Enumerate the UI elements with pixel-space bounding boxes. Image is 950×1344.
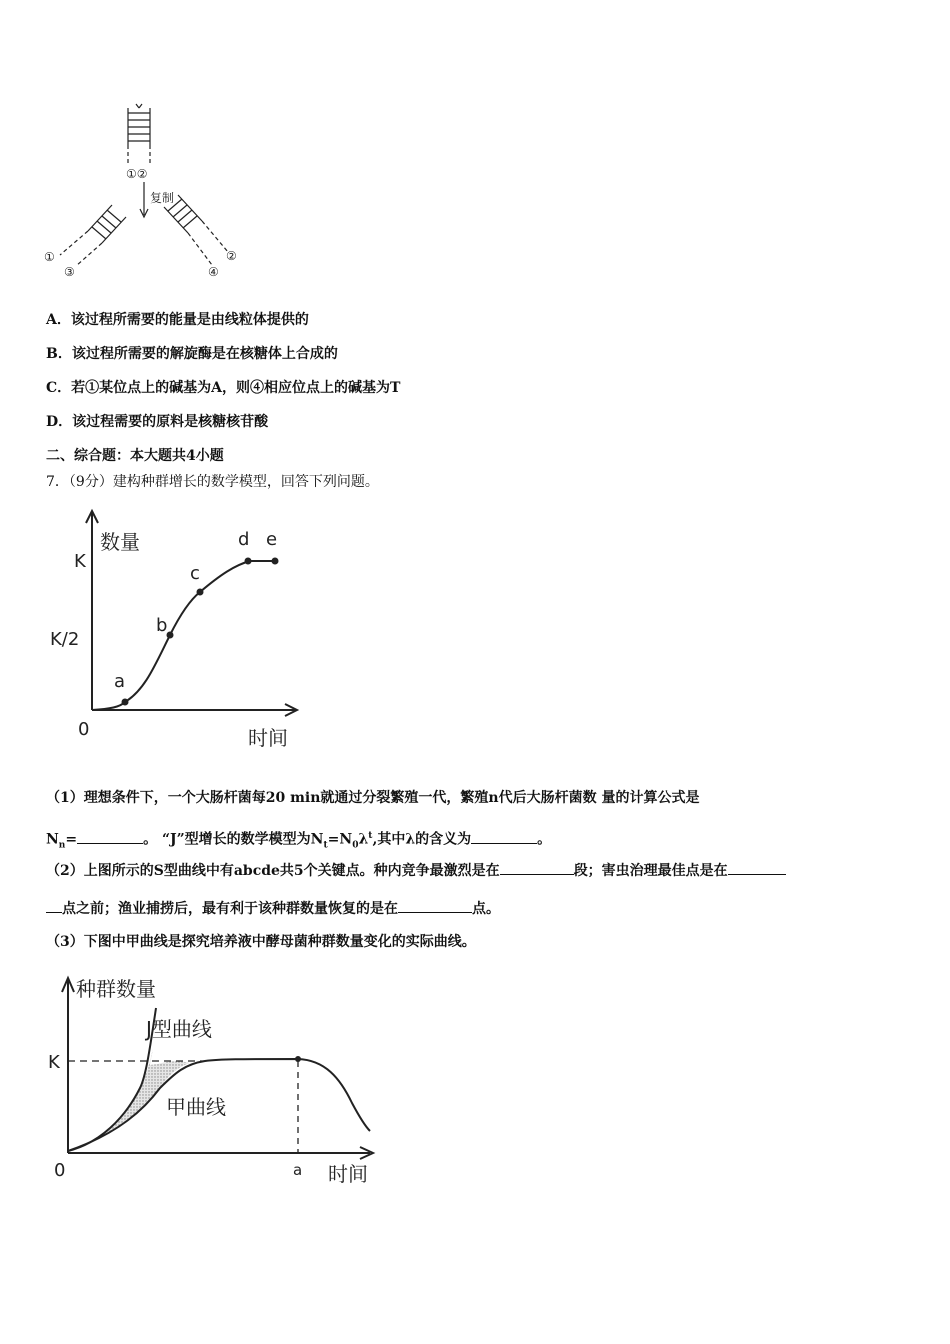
s-point-a <box>122 699 129 706</box>
answer-blank-1[interactable] <box>77 829 143 844</box>
s-point-label-e: e <box>266 529 278 550</box>
s-point-b <box>167 632 174 639</box>
q7-part1-line1: （1）理想条件下，一个大肠杆菌每20 min就通过分裂繁殖一代，繁殖n代后大肠杆菌数 量的计算公式是 <box>46 790 700 806</box>
right-daughter-dna <box>164 195 228 265</box>
answer-blank-2[interactable] <box>471 829 537 844</box>
s-origin: 0 <box>78 719 90 740</box>
s-point-c <box>197 589 204 596</box>
j-xtick-a: a <box>293 1161 303 1179</box>
formula-lambda: λ <box>358 831 369 848</box>
section-heading: 二、综合题：本大题共4小题 <box>46 448 224 464</box>
j-model-text: 。 “J”型增长的数学模型为N <box>143 831 324 848</box>
s-point-d <box>245 558 252 565</box>
question-7-stem: 7．（9分）建构种群增长的数学模型，回答下列问题。 <box>46 474 379 490</box>
option-b: B．该过程所需要的解旋酶是在核糖体上合成的 <box>46 346 338 362</box>
j-xlabel: 时间 <box>328 1162 368 1186</box>
replication-arrow <box>140 182 148 217</box>
formula-sub-t: t <box>323 840 328 851</box>
parent-dna-strand <box>128 104 150 165</box>
label-left-1: ① <box>44 250 55 264</box>
label-left-3: ③ <box>64 265 75 279</box>
q7-part3: （3）下图中甲曲线是探究培养液中酵母菌种群数量变化的实际曲线。 <box>46 934 476 950</box>
s-point-label-d: d <box>238 529 250 550</box>
s-ylabel: 数量 <box>100 530 140 554</box>
q7-part2-line2 <box>46 898 500 919</box>
jia-point-a <box>295 1056 301 1062</box>
s-point-label-b: b <box>156 615 168 636</box>
s-point-label-c: c <box>190 563 200 584</box>
formula-N: N <box>46 831 59 848</box>
label-top-strands: ①② <box>126 167 148 181</box>
label-right-4: ④ <box>208 265 219 279</box>
part2-text-b: 段；害虫治理最佳点是在 <box>573 863 728 879</box>
label-replication: 复制 <box>150 191 175 205</box>
answer-blank-3[interactable] <box>500 860 574 875</box>
answer-blank-5[interactable] <box>398 898 472 913</box>
part2-text-d: 点。 <box>472 901 500 917</box>
option-a: A．该过程所需要的能量是由线粒体提供的 <box>46 312 309 328</box>
dna-replication-figure <box>40 100 250 285</box>
s-curve-chart <box>40 505 310 755</box>
jia-curve-label: 甲曲线 <box>166 1095 226 1119</box>
period-1: 。 <box>537 831 552 848</box>
formula-eq: = <box>65 831 78 848</box>
s-point-label-a: a <box>114 671 126 692</box>
part2-text-a: （2）上图所示的S型曲线中有abcde共5个关键点。种内竞争最激烈是在 <box>46 863 500 879</box>
j-ytick-K: K <box>48 1052 60 1073</box>
s-ytick-K: K <box>74 551 86 572</box>
answer-blank-4-cont[interactable] <box>46 898 62 913</box>
option-d: D．该过程需要的原料是核糖核苷酸 <box>46 414 269 430</box>
s-ytick-K2: K/2 <box>50 629 80 650</box>
q7-part2-line1 <box>46 860 786 881</box>
j-curve-label: J型曲线 <box>146 1017 212 1041</box>
lambda-meaning-text: ,其中λ的含义为 <box>372 831 472 848</box>
formula-eq-N: =N <box>327 831 353 848</box>
j-curve-chart <box>40 968 390 1193</box>
left-daughter-dna <box>60 205 126 266</box>
j-origin: 0 <box>54 1160 66 1181</box>
label-right-2: ② <box>226 249 237 263</box>
formula-sub-n: n <box>58 840 66 851</box>
option-c: C．若①某位点上的碱基为A，则④相应位点上的碱基为T <box>46 380 401 396</box>
q7-part1-line2 <box>46 826 551 855</box>
answer-blank-4[interactable] <box>728 860 786 875</box>
j-ylabel: 种群数量 <box>76 977 156 1001</box>
s-xlabel: 时间 <box>248 726 288 750</box>
s-point-e <box>272 558 279 565</box>
formula-sup-t: t <box>368 831 373 841</box>
formula-sub-0: 0 <box>352 840 359 851</box>
part2-text-c: 点之前；渔业捕捞后，最有利于该种群数量恢复的是在 <box>62 901 398 917</box>
